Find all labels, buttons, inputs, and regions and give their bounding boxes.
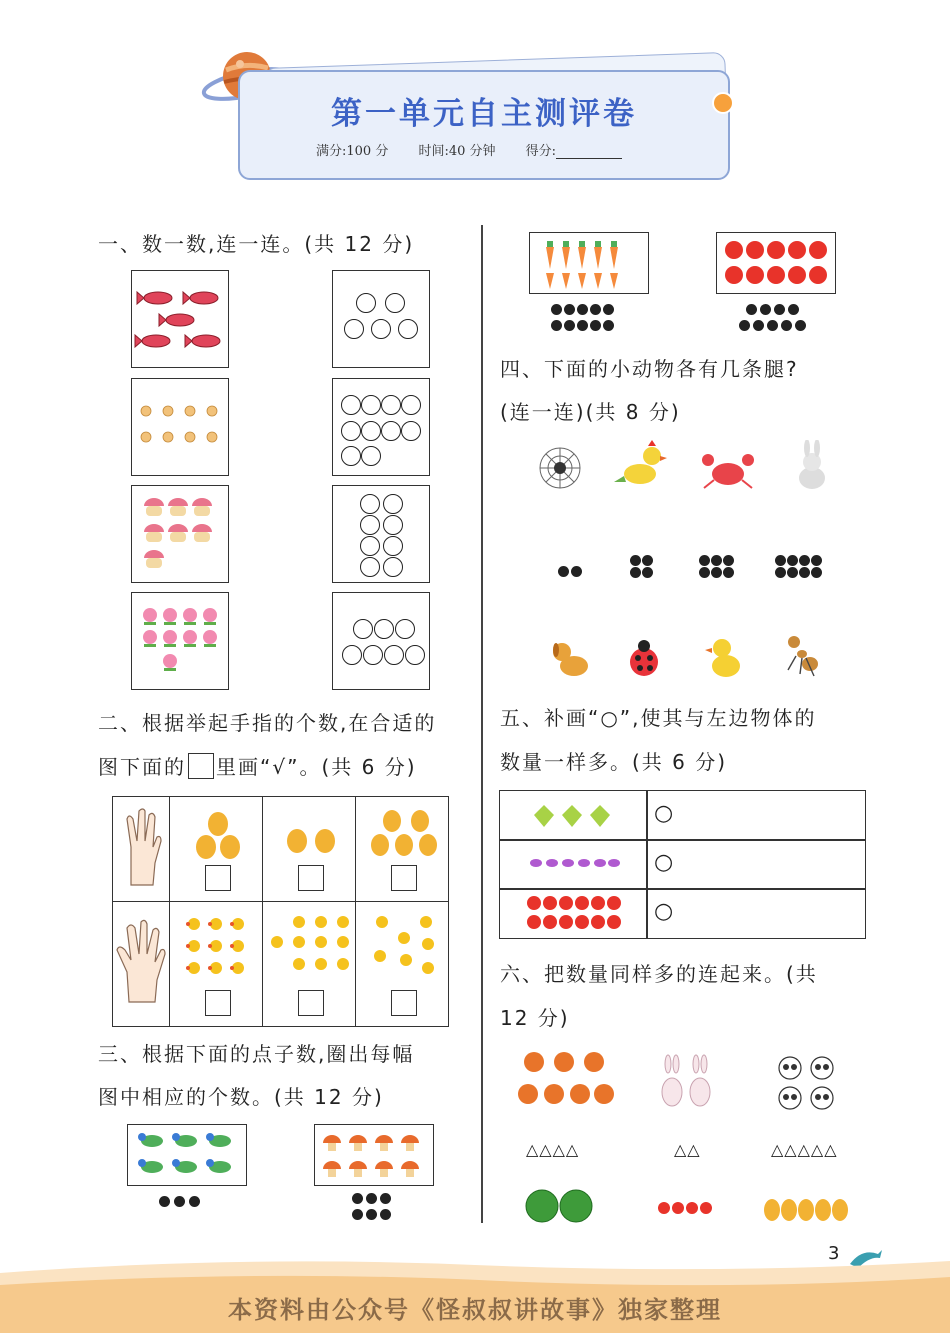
s2-cell-pears-5 <box>356 797 449 902</box>
full-score: 满分:100 分 <box>316 144 389 159</box>
hand-icon <box>113 902 169 1022</box>
page-title: 第一单元自主测评卷 <box>331 96 637 132</box>
section-2-title-line1: 二、根据举起手指的个数,在合适的 <box>98 711 437 735</box>
pear-icon <box>263 799 357 869</box>
s5-table <box>499 790 866 939</box>
panda-icon <box>772 1052 840 1114</box>
header-card <box>238 70 730 180</box>
caterpillar-icon <box>128 1125 246 1185</box>
section-5-title-line1: 五、补画“○”,使其与左边物体的 <box>500 706 817 730</box>
mushroom-icon <box>132 486 228 582</box>
s1-box-fish <box>131 270 229 368</box>
s2-cell-pears-3 <box>170 797 263 902</box>
s2-cell-ducks-b <box>263 902 356 1027</box>
watermelon-icon <box>524 1186 594 1226</box>
candy-icon <box>526 853 622 873</box>
s1-box-mushrooms <box>131 485 229 583</box>
section-6-title-line1: 六、把数量同样多的连起来。(共 <box>500 962 818 986</box>
s1-circles-7 <box>332 592 430 690</box>
spider-icon <box>530 443 590 493</box>
footer-source-note: 本资料由公众号《怪叔叔讲故事》独家整理 <box>228 1296 722 1324</box>
pear-icon <box>356 799 450 869</box>
section-5-title-line2: 数量一样多。(共 6 分) <box>500 750 728 774</box>
section-2-title-line2: 图下面的 里画“√”。(共 6 分) <box>98 755 417 779</box>
column-divider <box>481 225 483 1223</box>
triangles-5: △△△△△ <box>771 1140 838 1159</box>
peach-icon <box>132 593 228 689</box>
check-box[interactable] <box>298 865 324 891</box>
duck-icon <box>356 908 450 988</box>
check-box[interactable] <box>205 865 231 891</box>
check-box[interactable] <box>205 990 231 1016</box>
pear-icon <box>760 1188 852 1224</box>
s1-circles-8 <box>332 485 430 583</box>
s3-box-apples <box>716 232 836 294</box>
rabbit-icon <box>790 440 834 492</box>
triangles-4: △△△△ <box>526 1140 580 1159</box>
section-3-title-line2: 图中相应的个数。(共 12 分) <box>98 1085 384 1109</box>
check-box[interactable] <box>391 865 417 891</box>
s2-cell-ducks-c <box>356 902 449 1027</box>
triangles-2: △△ <box>674 1140 701 1159</box>
carrot-icon <box>530 233 648 293</box>
ant-icon <box>780 630 824 680</box>
bunny-icon <box>654 1054 718 1112</box>
flower-icon <box>132 379 228 475</box>
section-3-title-line1: 三、根据下面的点子数,圈出每幅 <box>98 1042 415 1066</box>
hand-5-fingers <box>113 902 170 1027</box>
s2-table <box>112 796 449 1027</box>
s3-box-carrots <box>529 232 649 294</box>
answer-box-icon <box>188 753 214 779</box>
apple-icon <box>524 892 624 934</box>
s1-box-flowers <box>131 378 229 476</box>
draw-circle-cell[interactable]: ○ <box>654 899 674 924</box>
section-4-title-line1: 四、下面的小动物各有几条腿? <box>500 357 799 381</box>
hand-icon <box>113 797 169 897</box>
page-number: 3 <box>828 1243 840 1264</box>
s3-box-mushrooms <box>314 1124 434 1186</box>
s1-circles-5 <box>332 270 430 368</box>
squirrel-icon <box>514 1044 616 1116</box>
s2-cell-pears-2 <box>263 797 356 902</box>
section-6-title-line2: 12 分) <box>500 1006 570 1030</box>
ladybug-icon <box>622 636 666 680</box>
header-meta <box>316 140 674 159</box>
crab-icon <box>700 448 756 492</box>
duckling-icon <box>704 634 746 682</box>
header-tab-icon <box>712 92 734 114</box>
s1-box-peaches <box>131 592 229 690</box>
fish-icon <box>132 271 228 367</box>
time-limit: 时间:40 分钟 <box>418 144 496 159</box>
score-label: 得分: <box>526 144 648 159</box>
duck-icon <box>170 908 264 988</box>
check-box[interactable] <box>391 990 417 1016</box>
s3-box-caterpillars <box>127 1124 247 1186</box>
hand-3-fingers <box>113 797 170 902</box>
pear-icon <box>170 799 264 869</box>
mushroom-icon <box>315 1125 433 1185</box>
apple-icon <box>717 233 835 293</box>
section-4-title-line2: (连一连)(共 8 分) <box>500 400 681 424</box>
check-box[interactable] <box>298 990 324 1016</box>
bird-icon <box>612 440 668 492</box>
section-1-title: 一、数一数,连一连。(共 12 分) <box>98 232 415 256</box>
draw-circle-cell[interactable]: ○ <box>654 850 674 875</box>
leaf-icon <box>530 803 616 829</box>
draw-circle-cell[interactable]: ○ <box>654 801 674 826</box>
s2-cell-ducks-a <box>170 902 263 1027</box>
cherry-icon <box>656 1198 714 1218</box>
s1-circles-10 <box>332 378 430 476</box>
dog-icon <box>548 636 596 682</box>
duck-icon <box>263 908 357 988</box>
